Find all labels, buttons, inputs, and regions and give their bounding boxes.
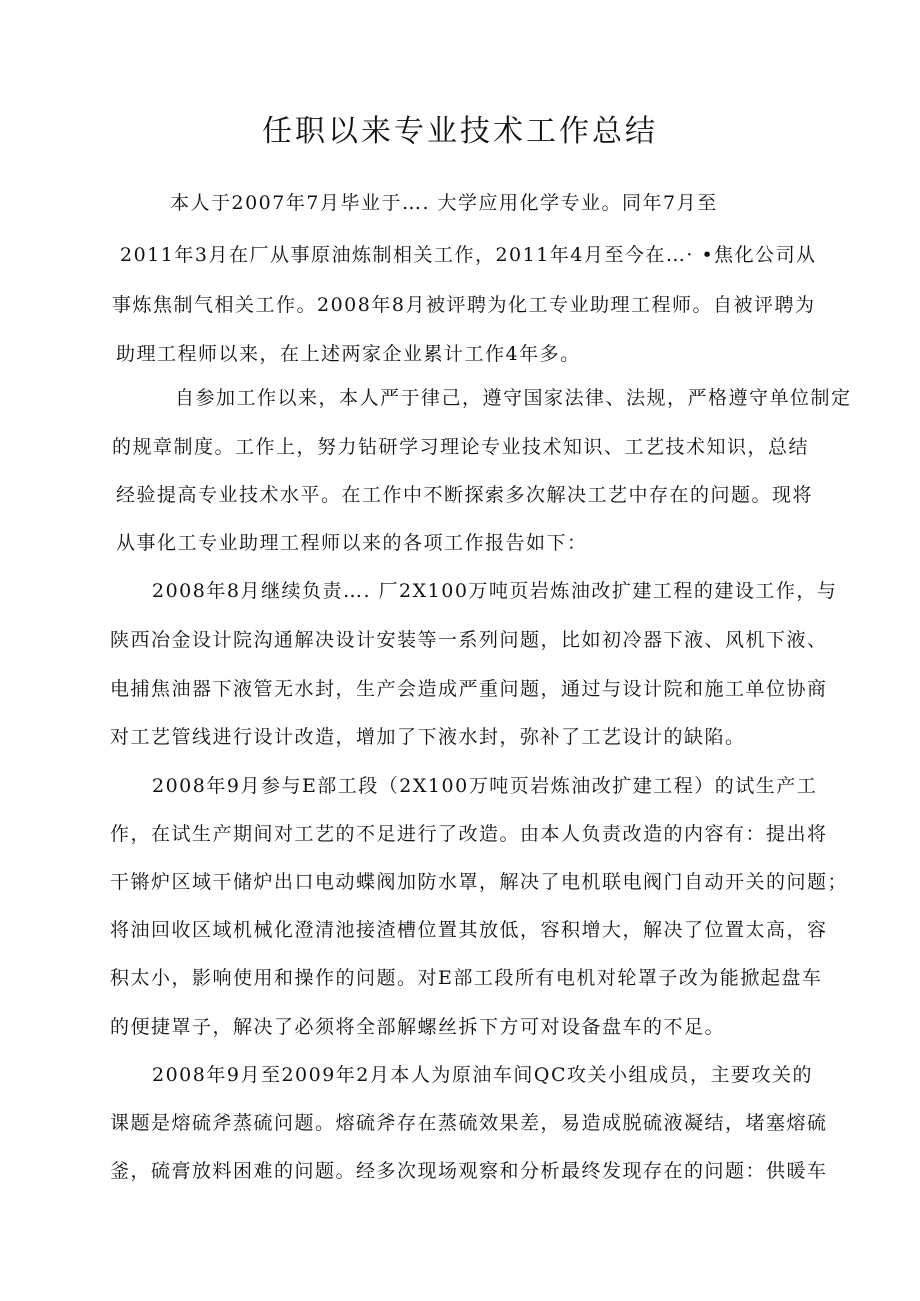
text-line: 2008年9月至2009年2月本人为原油车间QC攻关小组成员，主要攻关的 [152, 1064, 813, 1086]
text-line: 2008年8月继续负责…. 厂2X100万吨页岩炼油改扩建工程的建设工作，与 [152, 580, 838, 602]
text-line: 电捕焦油器下液管无水封，生产会造成严重问题，通过与设计院和施工单位协商 [110, 678, 828, 700]
text-line: 2008年9月参与E部工段（2X100万吨页岩炼油改扩建工程）的试生产工 [152, 775, 818, 797]
text-line: 事炼焦制气相关工作。2008年8月被评聘为化工专业助理工程师。自被评聘为 [112, 294, 816, 316]
text-line: 积太小，影响使用和操作的问题。对E部工段所有电机对轮罩子改为能掀起盘车 [110, 967, 823, 989]
text-line: 课题是熔硫斧蒸硫问题。熔硫斧存在蒸硫效果差，易造成脱硫液凝结，堵塞熔硫 [110, 1112, 828, 1134]
text-line: 助理工程师以来，在上述两家企业累计工作4年多。 [116, 343, 581, 365]
text-line: 2011年3月在厂从事原油炼制相关工作，2011年4月至今在…· •焦化公司从 [120, 244, 817, 266]
text-line: 的规章制度。工作上，努力钻研学习理论专业技术知识、工艺技术知识，总结 [112, 436, 810, 458]
text-line: 对工艺管线进行设计改造，增加了下液水封，弥补了工艺设计的缺陷。 [110, 726, 746, 748]
text-line: 经验提高专业技术水平。在工作中不断探索多次解决工艺中存在的问题。现将 [116, 484, 814, 506]
text-line: 的便捷罩子，解决了必须将全部解螺丝拆下方可对设备盘车的不足。 [110, 1016, 726, 1038]
text-line: 陕西冶金设计院沟通解决设计安装等一系列问题，比如初冷器下液、风机下液、 [110, 629, 828, 651]
text-line: 本人于2007年7月毕业于…. 大学应用化学专业。同年7月至 [170, 192, 718, 214]
text-line: 釜，硫膏放料困难的问题。经多次现场观察和分析最终发现存在的问题：供暖车 [110, 1160, 828, 1182]
text-line: 从事化工专业助理工程师以来的各项工作报告如下： [116, 532, 588, 554]
text-line: 作，在试生产期间对工艺的不足进行了改造。由本人负责改造的内容有：提出将 [110, 823, 828, 845]
text-line: 干锵炉区域干储炉出口电动蝶阀加防水罩，解决了电机联电阀门自动开关的问题； [110, 871, 849, 893]
text-line: 自参加工作以来，本人严于律己，遵守国家法律、法规，严格遵守单位制定 [175, 387, 852, 409]
text-line: 将油回收区域机械化澄清池接渣槽位置其放低，容积增大，解决了位置太高，容 [110, 919, 828, 941]
document-title: 任职以来专业技术工作总结 [262, 114, 658, 149]
